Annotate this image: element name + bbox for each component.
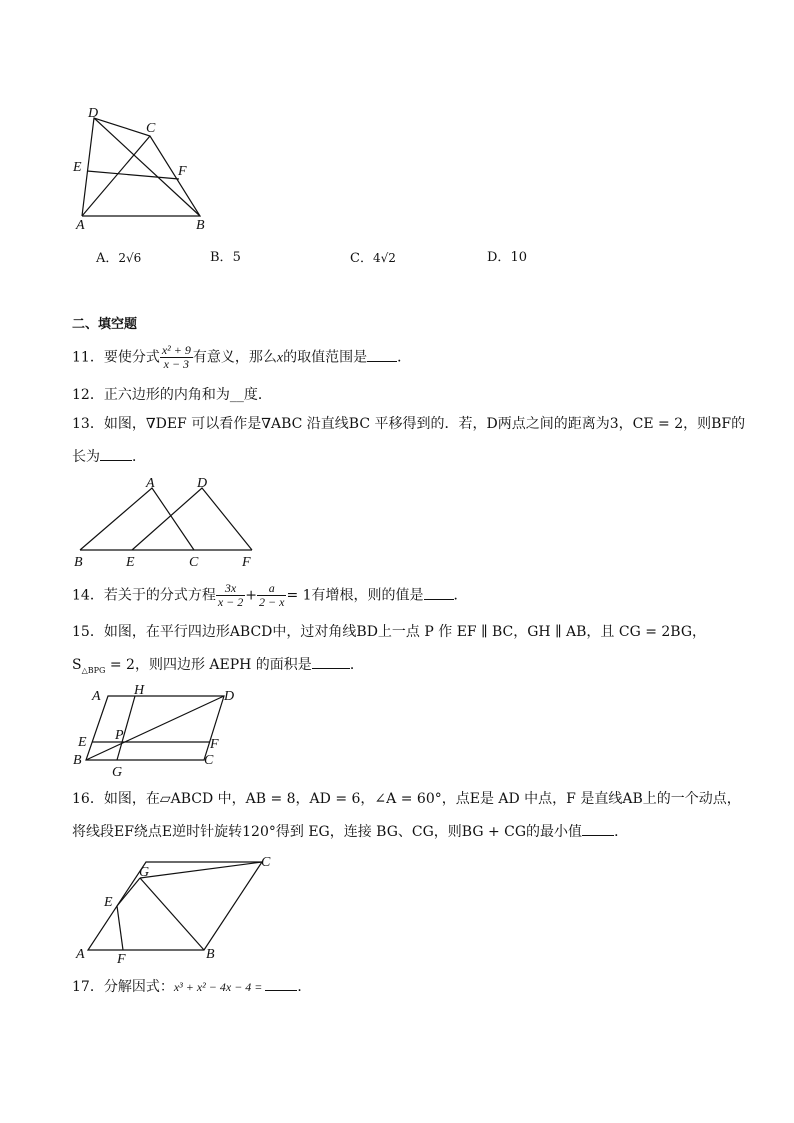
question-13-line2: 长为 ． [72, 446, 146, 467]
label-a: A [146, 476, 155, 491]
label-p: P [115, 728, 124, 743]
question-13-line1: 13．如图，∇DEF 可以看作是∇ABC 沿直线BC 平移得到的．若，D两点之间的距离为3，CE = 2，则BF的 [72, 416, 746, 432]
label-d: D [224, 689, 235, 704]
label-a: A [92, 689, 101, 704]
option-a[interactable] [96, 249, 141, 268]
label-h: H [134, 683, 145, 698]
figure-parallelogram-aephpf [70, 684, 250, 779]
option-c-value: 4√2 [372, 251, 396, 265]
segment-ef [117, 906, 123, 950]
question-12: 12．正六边形的内角和为__度． [72, 387, 272, 403]
answer-blank-11[interactable] [367, 347, 397, 362]
label-g: G [139, 865, 150, 880]
answer-blank-17[interactable] [265, 976, 297, 991]
question-16-line1: 16．如图，在▱ABCD 中，AB = 8，AD = 6，∠A = 60°，点E是 AD 中点，F 是直线AB上的一个动点， [72, 791, 741, 807]
label-b: B [206, 947, 215, 962]
label-f: F [117, 952, 126, 967]
question-14: 14．若关于的分式方程 $\frac{3x}{x - 2}$ + $\frac{a}{2 - x}$ = 1有增根，则的值是 ． [72, 581, 468, 609]
label-b: B [196, 218, 205, 233]
label-g: G [112, 765, 123, 780]
label-e: E [104, 895, 113, 910]
option-d[interactable] [487, 249, 527, 267]
section-title: 二、填空题 [72, 317, 138, 332]
label-a: A [76, 947, 85, 962]
segment-gb [140, 878, 204, 950]
label-e: E [73, 160, 82, 175]
option-d-letter: D． [487, 250, 511, 265]
option-b-letter: B． [210, 250, 233, 265]
label-c: C [204, 753, 214, 768]
triangle-def [132, 488, 252, 550]
figure-quadrilateral-abcd [70, 100, 220, 235]
label-e: E [78, 735, 87, 750]
answer-blank-13[interactable] [100, 446, 132, 461]
label-f: F [178, 164, 187, 179]
figure-rotation-parallelogram [70, 850, 280, 965]
answer-blank-15[interactable] [312, 654, 350, 669]
segment-gc [140, 862, 262, 878]
q17-expression: x³ + x² − 4x − 4 = [173, 980, 263, 994]
label-d: D [197, 476, 208, 491]
diagonal-bd [86, 696, 224, 760]
figure-translated-triangles [70, 472, 270, 572]
label-a: A [76, 218, 85, 233]
question-16-line2: 将线段EF绕点E逆时针旋转120°得到 EG，连接 BG、CG，则BG + CG的最小值 ． [72, 821, 628, 842]
option-b[interactable] [210, 249, 241, 267]
option-b-value: 5 [232, 250, 241, 265]
label-f: F [242, 555, 251, 570]
question-15-line1: 15．如图，在平行四边形ABCD中，过对角线BD上一点 P 作 EF ∥ BC，GH ∥ AB，且 CG = 2BG， [72, 624, 707, 640]
label-e: E [126, 555, 135, 570]
question-17: 17．分解因式：x³ + x² − 4x − 4 = ． [72, 976, 311, 997]
label-d: D [88, 106, 99, 121]
option-a-value: 2√6 [118, 251, 142, 265]
label-b: B [74, 555, 83, 570]
option-a-letter: A． [96, 251, 119, 266]
option-d-value: 10 [510, 250, 527, 265]
option-c[interactable] [350, 249, 396, 268]
label-c: C [146, 121, 156, 136]
q11-fraction: $\frac{\text{x² + 9}}{x - 3}$ [161, 343, 191, 371]
question-15-line2: $S_{\triangle BPG} = 2$，则四边形 AEPH 的面积是 ． [72, 654, 364, 681]
parallelogram-abcd [88, 862, 262, 950]
segment-ef [87, 171, 179, 179]
label-b: B [73, 753, 82, 768]
label-c: C [189, 555, 199, 570]
answer-blank-14[interactable] [424, 585, 454, 600]
label-c: C [261, 855, 271, 870]
triangle-abc [80, 488, 194, 550]
label-f: F [210, 737, 219, 752]
answer-blank-16[interactable] [582, 821, 614, 836]
option-c-letter: C． [350, 251, 373, 266]
q14-fraction-1: $\frac{3x}{x - 2}$ [217, 581, 244, 609]
segment-eg [117, 878, 140, 906]
q14-fraction-2: $\frac{a}{2 - x}$ [259, 581, 285, 609]
question-11: 11．要使分式 $\frac{\text{x² + 9}}{x - 3}$ 有意义，那么x的取值范围是 ． [72, 343, 412, 371]
